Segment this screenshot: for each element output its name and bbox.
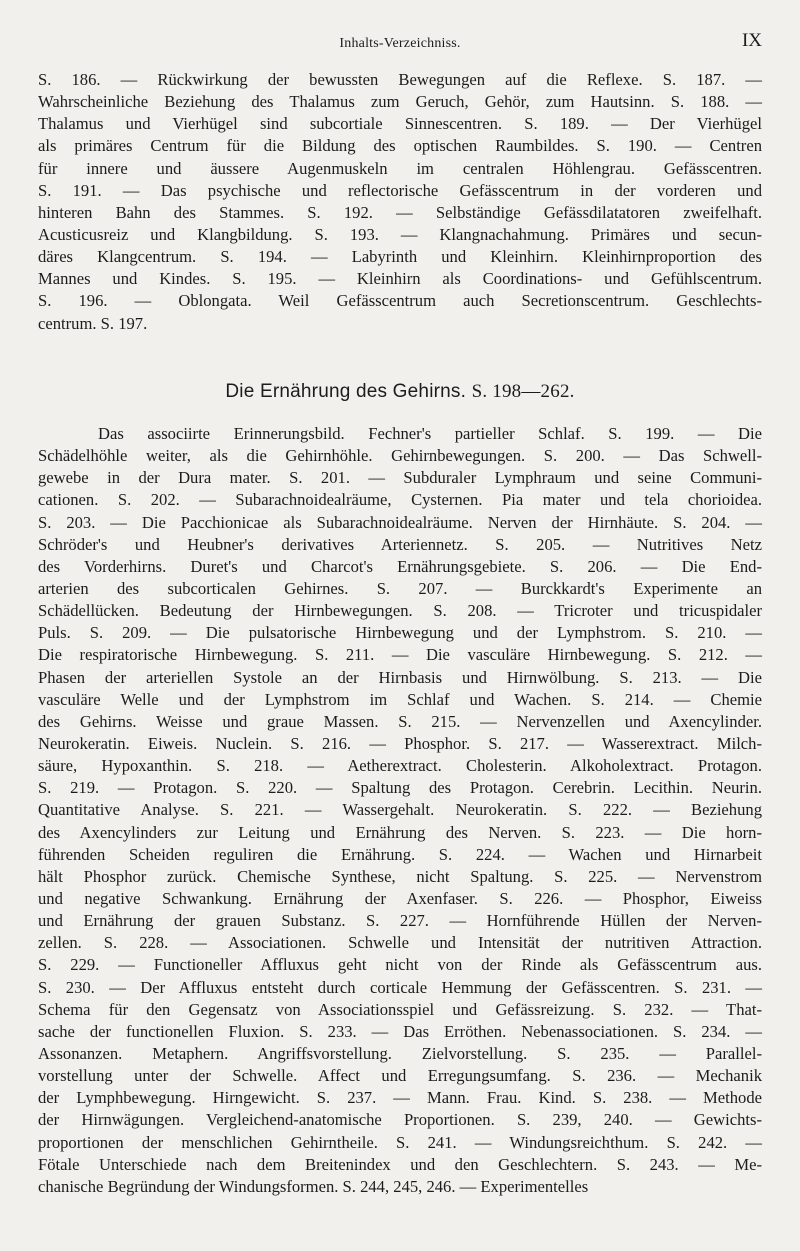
text-line: S. 230. — Der Affluxus entsteht durch corticale Hemmung der Gefässcentren. S. 231. —: [38, 977, 762, 997]
text-line: Phasen der arteriellen Systole an der Hirnbasis und Hirnwölbung. S. 213. — Die: [38, 667, 762, 687]
text-line: führenden Scheiden reguliren die Ernährung. S. 224. — Wachen und Hirnarbeit: [38, 844, 762, 864]
text-line: vasculäre Welle und der Lymphstrom im Schlaf und Wachen. S. 214. — Chemie: [38, 689, 762, 709]
text-line: Schema für den Gegensatz von Associationsspiel und Gefässreizung. S. 232. — That-: [38, 999, 762, 1019]
section-title: Die Ernährung des Gehirns.: [225, 381, 467, 402]
running-title: Inhalts-Verzeichniss.: [339, 36, 461, 51]
text-line: cationen. S. 202. — Subarachnoidealräume, Cysternen. Pia mater und tela chorioidea.: [38, 490, 762, 510]
text-line: arterien des subcorticalen Gehirnes. S. 207. — Burckkardt's Experimente an: [38, 578, 762, 598]
text-line: Quantitative Analyse. S. 221. — Wassergehalt. Neurokeratin. S. 222. — Beziehung: [38, 800, 762, 820]
text-line: S. 196. — Oblongata. Weil Gefässcentrum auch Secretionscentrum. Geschlechts-: [38, 291, 762, 311]
text-line: Die respiratorische Hirnbewegung. S. 211. — Die vasculäre Hirnbewegung. S. 212. —: [38, 645, 762, 665]
text-line: chanische Begründung der Windungsformen. S. 244, 245, 246. — Experimentelles: [38, 1176, 589, 1196]
text-line: Fötale Unterschiede nach dem Breitenindex und den Geschlechtern. S. 243. — Me-: [38, 1154, 762, 1174]
text-line: als primäres Centrum für die Bildung des optischen Raumbildes. S. 190. — Centren: [38, 136, 762, 156]
text-line: Schröder's und Heubner's derivatives Arteriennetz. S. 205. — Nutritives Netz: [38, 534, 762, 554]
paragraph-continued: [38, 69, 762, 335]
text-line: und Ernährung der grauen Substanz. S. 227. — Hornführende Hüllen der Nerven-: [38, 911, 762, 931]
text-line: Schädelhöhle weiter, als die Gehirnhöhle. Gehirnbewegungen. S. 200. — Das Schwell-: [38, 446, 762, 466]
text-line: Schädellücken. Bedeutung der Hirnbewegungen. S. 208. — Tricroter und tricuspidaler: [38, 601, 762, 621]
section-paragraph: [38, 423, 762, 1198]
text-line: des Axencylinders zur Leitung und Ernährung des Nerven. S. 223. — Die horn-: [38, 822, 762, 842]
text-line: Thalamus und Vierhügel sind subcortiale Sinnescentren. S. 189. — Der Vierhügel: [38, 114, 762, 134]
text-line: Puls. S. 209. — Die pulsatorische Hirnbewegung und der Lymphstrom. S. 210. —: [38, 623, 762, 643]
text-line: Acusticusreiz und Klangbildung. S. 193. — Klangnachahmung. Primäres und secun-: [38, 224, 762, 244]
text-line: des Gehirns. Weisse und graue Massen. S. 215. — Nervenzellen und Axencylinder.: [38, 711, 762, 731]
text-line: sache der functionellen Fluxion. S. 233. — Das Erröthen. Nebenassociationen. S. 234. —: [38, 1021, 762, 1041]
page-header: [0, 30, 800, 60]
text-line: zellen. S. 228. — Associationen. Schwelle und Intensität der nutritiven Attraction.: [38, 933, 762, 953]
text-line: S. 186. — Rückwirkung der bewussten Bewegungen auf die Reflexe. S. 187. —: [38, 70, 762, 89]
text-line: Wahrscheinliche Beziehung des Thalamus zum Geruch, Gehör, zum Hautsinn. S. 188. —: [38, 92, 762, 112]
text-line: Assonanzen. Metaphern. Angriffsvorstellung. Zielvorstellung. S. 235. — Parallel-: [38, 1043, 762, 1063]
text-line: gewebe in der Dura mater. S. 201. — Subduraler Lymphraum und seine Communi-: [38, 468, 762, 488]
text-line: hält Phosphor zurück. Chemische Synthese, nicht Spaltung. S. 225. — Nervenstrom: [38, 866, 762, 886]
text-line: und negative Schwankung. Ernährung der Axenfaser. S. 226. — Phosphor, Eiweiss: [38, 888, 762, 908]
page-number: IX: [741, 30, 762, 51]
text-line: proportionen der menschlichen Gehirntheile. S. 241. — Windungsreichthum. S. 242. —: [38, 1132, 762, 1152]
text-line: Mannes und Kindes. S. 195. — Kleinhirn als Coordinations- und Gefühlscentrum.: [38, 269, 762, 289]
text-line: S. 219. — Protagon. S. 220. — Spaltung des Protagon. Cerebrin. Lecithin. Neurin.: [38, 778, 762, 798]
text-line: S. 229. — Functioneller Affluxus geht nicht von der Rinde als Gefässcentrum aus.: [38, 955, 762, 975]
text-line: vorstellung unter der Schwelle. Affect und Erregungsumfang. S. 236. — Mechanik: [38, 1066, 762, 1086]
section-heading: [0, 381, 800, 403]
text-line: däres Klangcentrum. S. 194. — Labyrinth und Kleinhirn. Kleinhirnproportion des: [38, 247, 762, 267]
text-line: centrum. S. 197.: [38, 313, 148, 333]
text-line: Das associirte Erinnerungsbild. Fechner's partieller Schlaf. S. 199. — Die: [98, 424, 762, 443]
text-line: des Vorderhirns. Duret's und Charcot's Ernährungsgebiete. S. 206. — Die End-: [38, 556, 762, 576]
text-line: der Hirnwägungen. Vergleichend-anatomische Proportionen. S. 239, 240. — Gewichts-: [38, 1110, 762, 1130]
text-line: säure, Hypoxanthin. S. 218. — Aetherextract. Cholesterin. Alkoholextract. Protagon.: [38, 756, 762, 776]
text-line: S. 191. — Das psychische und reflectorische Gefässcentrum in der vorderen und: [38, 180, 762, 200]
text-line: Neurokeratin. Eiweis. Nuclein. S. 216. — Phosphor. S. 217. — Wasserextract. Milch-: [38, 733, 762, 753]
text-line: für innere und äussere Augenmuskeln im centralen Höhlengrau. Gefässcentren.: [38, 158, 762, 178]
section-page-range: S. 198—262.: [471, 381, 575, 402]
text-line: der Lymphbewegung. Hirngewicht. S. 237. — Mann. Frau. Kind. S. 238. — Methode: [38, 1088, 762, 1108]
text-line: S. 203. — Die Pacchionicae als Subarachnoidealräume. Nerven der Hirnhäute. S. 204. —: [38, 512, 762, 532]
text-line: hinteren Bahn des Stammes. S. 192. — Selbständige Gefässdilatatoren zweifelhaft.: [38, 202, 762, 222]
